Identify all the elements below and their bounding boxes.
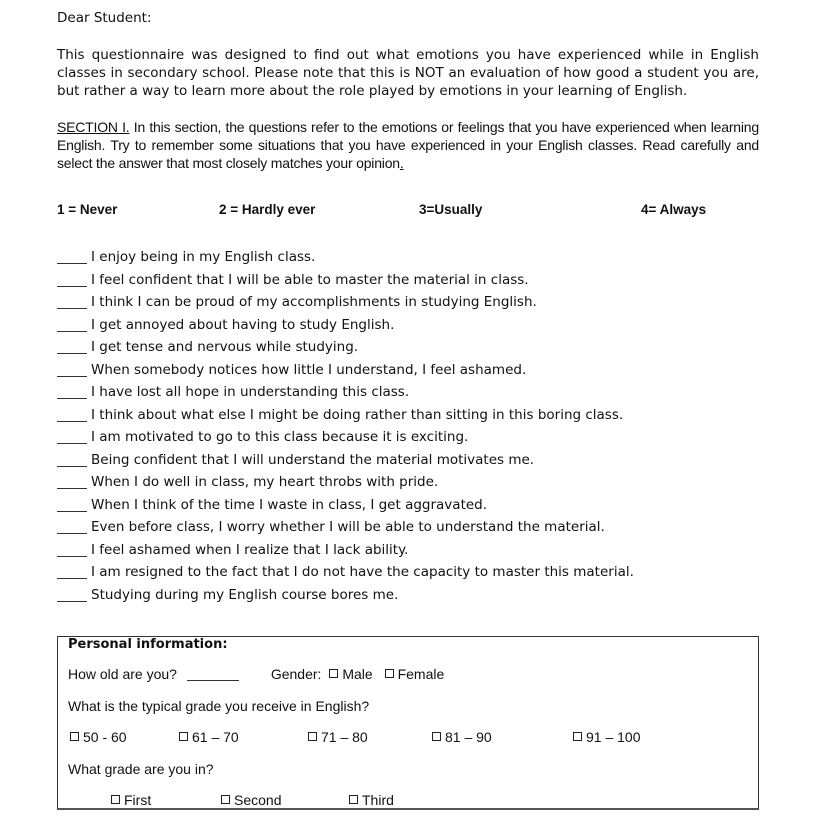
grade-option-61-70[interactable]: 61 – 70 bbox=[179, 729, 239, 745]
checkbox-icon[interactable] bbox=[221, 795, 230, 804]
item-text: I have lost all hope in understanding this class. bbox=[91, 384, 410, 400]
year-question: What grade are you in? bbox=[68, 761, 214, 777]
list-item bbox=[57, 382, 634, 405]
list-item bbox=[57, 292, 634, 315]
checkbox-icon[interactable] bbox=[349, 795, 358, 804]
section-title: SECTION I. bbox=[57, 119, 130, 135]
item-text: Being confident that I will understand the material motivates me. bbox=[91, 451, 535, 468]
gender-female-option[interactable]: Female bbox=[385, 666, 445, 682]
year-options-row bbox=[58, 792, 758, 812]
answer-blank[interactable] bbox=[57, 273, 87, 287]
item-text: Studying during my English course bores me. bbox=[91, 586, 399, 603]
age-question: How old are you? bbox=[68, 666, 177, 682]
year-option-second[interactable]: Second bbox=[221, 792, 281, 808]
scale-never: 1 = Never bbox=[57, 202, 118, 217]
item-text: I feel ashamed when I realize that I lack ability. bbox=[91, 541, 409, 558]
gender-label: Gender: bbox=[270, 666, 322, 682]
age-input[interactable] bbox=[187, 668, 239, 681]
list-item bbox=[57, 495, 634, 518]
answer-blank[interactable] bbox=[57, 498, 87, 512]
checkbox-icon[interactable] bbox=[179, 732, 188, 741]
answer-blank[interactable] bbox=[57, 565, 87, 579]
list-item bbox=[57, 472, 634, 495]
grade-option-81-90[interactable]: 81 – 90 bbox=[432, 729, 492, 745]
gender-male-option[interactable]: Male bbox=[325, 666, 372, 682]
section-instructions bbox=[57, 118, 759, 172]
list-item bbox=[57, 585, 634, 608]
item-text: I get annoyed about having to study English. bbox=[91, 316, 395, 333]
section-text: In this section, the questions refer to the emotions or feelings that you have experienced when learning English. Try to remember some situations that you have experienced in your English classes. Read carefully and select the answer that most closely matches your opinion bbox=[57, 119, 759, 171]
list-item bbox=[57, 517, 634, 540]
list-item bbox=[57, 337, 634, 360]
item-text: I think about what else I might be doing rather than sitting in this boring class. bbox=[91, 406, 624, 423]
list-item bbox=[57, 315, 634, 338]
section-end: . bbox=[399, 155, 404, 171]
checkbox-icon[interactable] bbox=[432, 732, 441, 741]
list-item bbox=[57, 405, 634, 428]
scale-hardly-ever: 2 = Hardly ever bbox=[219, 202, 316, 217]
answer-blank[interactable] bbox=[57, 363, 87, 377]
list-item bbox=[57, 360, 634, 383]
grade-option-91-100[interactable]: 91 – 100 bbox=[573, 729, 641, 745]
item-text: I am resigned to the fact that I do not have the capacity to master this material. bbox=[91, 564, 634, 580]
item-text: When somebody notices how little I understand, I feel ashamed. bbox=[91, 361, 527, 378]
scale-usually: 3=Usually bbox=[419, 202, 483, 217]
scale-always: 4= Always bbox=[641, 202, 707, 217]
item-text: I think I can be proud of my accomplishments in studying English. bbox=[91, 294, 537, 310]
intro-paragraph: This questionnaire was designed to find out what emotions you have experienced while in English classes in secondary school. Please note that this is NOT an evaluation of how good a student you are, but rather a way to learn more about the role played by emotions in your learning of English. bbox=[57, 47, 759, 99]
rating-scale-legend bbox=[57, 202, 759, 222]
answer-blank[interactable] bbox=[57, 453, 87, 467]
list-item bbox=[57, 270, 634, 293]
checkbox-icon[interactable] bbox=[329, 669, 338, 678]
list-item bbox=[57, 540, 634, 563]
answer-blank[interactable] bbox=[57, 588, 87, 602]
answer-blank[interactable] bbox=[57, 408, 87, 422]
age-gender-row bbox=[68, 666, 444, 682]
checkbox-icon[interactable] bbox=[111, 795, 120, 804]
grade-option-71-80[interactable]: 71 – 80 bbox=[308, 729, 368, 745]
item-text: When I do well in class, my heart throbs with pride. bbox=[91, 474, 439, 490]
checkbox-icon[interactable] bbox=[308, 732, 317, 741]
greeting: Dear Student: bbox=[57, 10, 152, 26]
personal-info-title: Personal information: bbox=[68, 637, 228, 652]
personal-information-box bbox=[57, 636, 759, 810]
item-text: I feel confident that I will be able to master the material in class. bbox=[91, 271, 529, 288]
grade-option-50-60[interactable]: 50 - 60 bbox=[70, 729, 127, 745]
list-item bbox=[57, 247, 634, 270]
item-list bbox=[57, 247, 634, 607]
answer-blank[interactable] bbox=[57, 250, 87, 264]
answer-blank[interactable] bbox=[57, 430, 87, 444]
year-option-first[interactable]: First bbox=[111, 792, 151, 808]
list-item bbox=[57, 562, 634, 585]
list-item bbox=[57, 450, 634, 473]
checkbox-icon[interactable] bbox=[573, 732, 582, 741]
answer-blank[interactable] bbox=[57, 318, 87, 332]
answer-blank[interactable] bbox=[57, 385, 87, 399]
checkbox-icon[interactable] bbox=[70, 732, 79, 741]
item-text: When I think of the time I waste in class, I get aggravated. bbox=[91, 496, 488, 513]
checkbox-icon[interactable] bbox=[385, 669, 394, 678]
answer-blank[interactable] bbox=[57, 543, 87, 557]
year-option-third[interactable]: Third bbox=[349, 792, 394, 808]
answer-blank[interactable] bbox=[57, 520, 87, 534]
list-item bbox=[57, 427, 634, 450]
item-text: I am motivated to go to this class because it is exciting. bbox=[91, 429, 469, 445]
grade-question: What is the typical grade you receive in English? bbox=[68, 698, 370, 714]
grade-options-row bbox=[58, 729, 758, 749]
item-text: I enjoy being in my English class. bbox=[91, 249, 316, 265]
item-text: I get tense and nervous while studying. bbox=[91, 339, 359, 355]
answer-blank[interactable] bbox=[57, 340, 87, 354]
answer-blank[interactable] bbox=[57, 475, 87, 489]
answer-blank[interactable] bbox=[57, 295, 87, 309]
item-text: Even before class, I worry whether I will be able to understand the material. bbox=[91, 519, 605, 535]
